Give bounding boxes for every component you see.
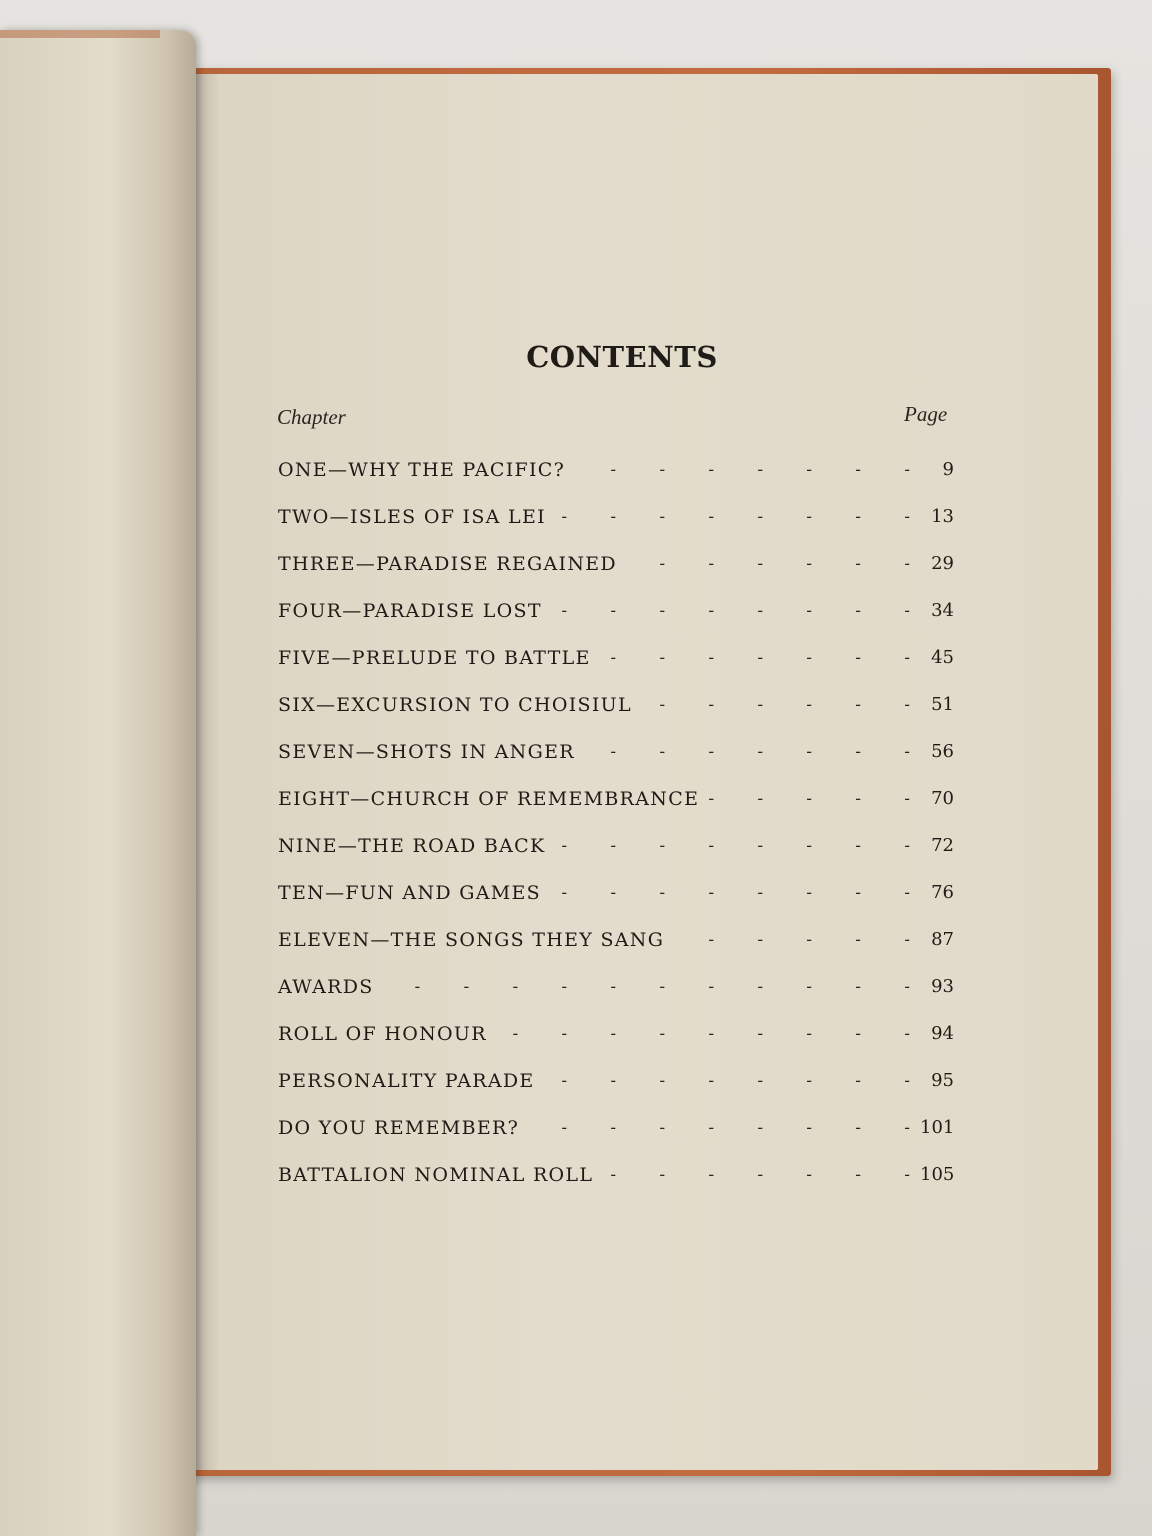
toc-entry bbox=[278, 728, 954, 775]
toc-entry-title: DO YOU REMEMBER? bbox=[278, 1116, 520, 1139]
dot-leader bbox=[384, 977, 910, 997]
toc-entry-page: 51 bbox=[931, 694, 954, 715]
toc-entry-title: EIGHT—CHURCH OF REMEMBRANCE bbox=[278, 787, 700, 810]
toc-entry bbox=[278, 446, 954, 493]
toc-entry-title: SIX—EXCURSION TO CHOISIUL bbox=[278, 693, 632, 716]
toc-entry-page: 70 bbox=[931, 788, 954, 809]
toc-entry-page: 72 bbox=[931, 835, 954, 856]
toc-entry-page: 87 bbox=[931, 929, 954, 950]
chapter-column-header: Chapter bbox=[277, 405, 346, 429]
toc-entry bbox=[278, 963, 954, 1010]
toc-entry bbox=[278, 1151, 954, 1198]
toc-entry bbox=[278, 1057, 954, 1104]
toc-entry-page: 93 bbox=[931, 976, 954, 997]
page-title: CONTENTS bbox=[526, 340, 718, 374]
toc-entry-title: AWARDS bbox=[278, 975, 374, 998]
toc-entry-page: 34 bbox=[931, 600, 954, 621]
dot-leader bbox=[529, 1118, 910, 1138]
toc-entry-page: 101 bbox=[920, 1117, 955, 1138]
toc-entry-title: ONE—WHY THE PACIFIC? bbox=[278, 458, 566, 481]
toc-entry-page: 9 bbox=[942, 459, 954, 480]
dot-leader bbox=[601, 648, 910, 668]
toc-entry bbox=[278, 869, 954, 916]
toc-entry-title: NINE—THE ROAD BACK bbox=[278, 834, 546, 857]
dot-leader bbox=[674, 930, 910, 950]
toc-entry bbox=[278, 634, 954, 681]
left-page bbox=[0, 30, 196, 1536]
toc-entry-page: 76 bbox=[931, 882, 954, 903]
toc-entry-title: ELEVEN—THE SONGS THEY SANG bbox=[278, 928, 665, 951]
toc-entry-title: ROLL OF HONOUR bbox=[278, 1022, 487, 1045]
toc-entry-page: 95 bbox=[931, 1070, 954, 1091]
toc-entry-title: TWO—ISLES OF ISA LEI bbox=[278, 505, 546, 528]
contents-list bbox=[278, 446, 954, 1198]
dot-leader bbox=[585, 742, 910, 762]
dot-leader bbox=[709, 789, 910, 809]
dot-leader bbox=[552, 601, 910, 621]
toc-entry bbox=[278, 493, 954, 540]
toc-entry bbox=[278, 587, 954, 634]
toc-entry-page: 94 bbox=[931, 1023, 954, 1044]
page-column-header: Page bbox=[904, 402, 948, 426]
toc-entry-title: TEN—FUN AND GAMES bbox=[278, 881, 541, 904]
toc-entry-page: 45 bbox=[931, 647, 954, 668]
left-page-cover-edge bbox=[0, 30, 160, 38]
dot-leader bbox=[545, 1071, 910, 1091]
dot-leader bbox=[603, 1165, 910, 1185]
toc-entry-title: PERSONALITY PARADE bbox=[278, 1069, 535, 1092]
toc-entry-title: THREE—PARADISE REGAINED bbox=[278, 552, 617, 575]
toc-entry-title: FIVE—PRELUDE TO BATTLE bbox=[278, 646, 591, 669]
dot-leader bbox=[551, 883, 910, 903]
dot-leader bbox=[555, 836, 910, 856]
toc-entry-page: 29 bbox=[931, 553, 954, 574]
toc-entry-title: FOUR—PARADISE LOST bbox=[278, 599, 542, 622]
toc-entry-page: 56 bbox=[931, 741, 954, 762]
dot-leader bbox=[627, 554, 910, 574]
toc-entry bbox=[278, 681, 954, 728]
toc-entry bbox=[278, 540, 954, 587]
toc-entry bbox=[278, 1010, 954, 1057]
toc-entry-page: 13 bbox=[931, 506, 954, 527]
dot-leader bbox=[556, 507, 910, 527]
toc-entry bbox=[278, 1104, 954, 1151]
toc-entry-title: SEVEN—SHOTS IN ANGER bbox=[278, 740, 575, 763]
dot-leader bbox=[497, 1024, 910, 1044]
dot-leader bbox=[575, 460, 910, 480]
toc-entry bbox=[278, 775, 954, 822]
toc-entry bbox=[278, 822, 954, 869]
toc-entry-title: BATTALION NOMINAL ROLL bbox=[278, 1163, 594, 1186]
toc-entry bbox=[278, 916, 954, 963]
dot-leader bbox=[642, 695, 910, 715]
toc-entry-page: 105 bbox=[920, 1164, 955, 1185]
